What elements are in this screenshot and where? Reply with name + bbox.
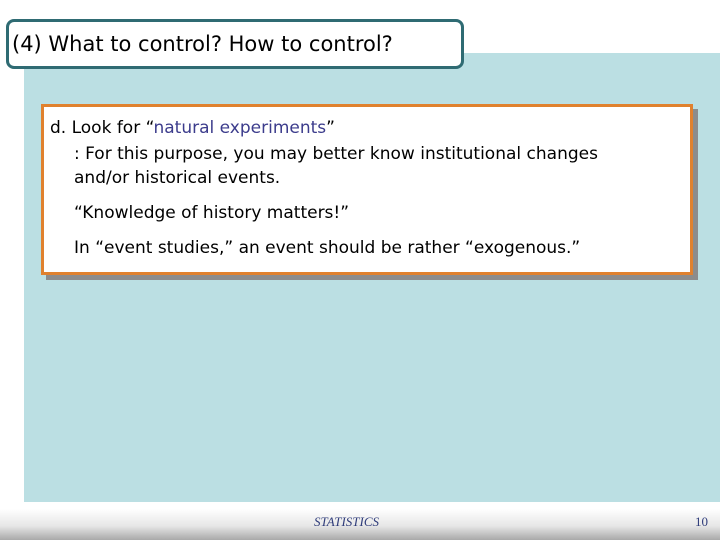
item-d-prefix: d. Look for “ — [50, 118, 154, 138]
item-d-purpose: : For this purpose, you may better know institutional changes — [74, 144, 598, 164]
item-d-events: and/or historical events. — [74, 168, 281, 188]
item-d-suffix: ” — [326, 118, 335, 138]
event-studies-note: In “event studies,” an event should be rather “exogenous.” — [74, 238, 581, 258]
item-d-highlight: natural experiments — [153, 118, 327, 138]
history-quote: “Knowledge of history matters!” — [74, 203, 350, 223]
slide-title: (4) What to control? How to control? — [12, 32, 393, 56]
footer-course-label: STATISTICS — [314, 514, 380, 529]
item-d-line — [50, 118, 335, 138]
page-number: 10 — [695, 514, 708, 529]
